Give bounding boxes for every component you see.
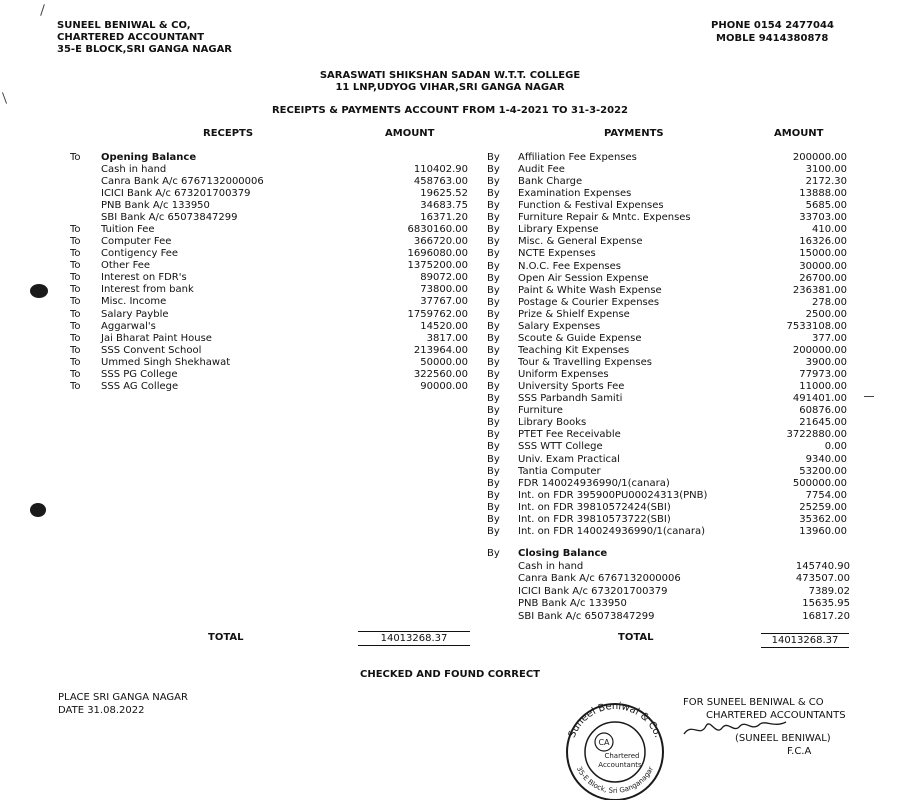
entry-label: Int. on FDR 39810573722(SBI)	[518, 513, 671, 525]
entry-label: Bank Charge	[518, 176, 583, 188]
receipt-row	[70, 296, 468, 308]
entry-prefix: To	[70, 332, 81, 344]
entry-label: Int. on FDR 395900PU00024313(PNB)	[518, 489, 708, 501]
entry-amount: 2172.30	[805, 176, 847, 188]
payment-row	[487, 429, 847, 441]
receipt-row	[70, 345, 468, 357]
signature-name: (SUNEEL BENIWAL)	[735, 733, 831, 744]
entry-label: SSS PG College	[101, 368, 178, 380]
punch-hole-bottom	[30, 503, 46, 517]
entry-amount: 9340.00	[805, 453, 847, 465]
receipt-row	[70, 284, 468, 296]
entry-prefix: By	[487, 548, 500, 559]
entry-label: Library Expense	[518, 224, 599, 236]
payment-row	[487, 502, 847, 514]
entry-label: Function & Festival Expenses	[518, 200, 664, 212]
payment-row	[487, 224, 847, 236]
entry-label: Library Books	[518, 417, 587, 429]
handwritten-signature	[682, 712, 792, 742]
total-amount-right: 14013268.37	[761, 633, 849, 648]
payment-row	[487, 236, 847, 248]
signature-designation: CHARTERED ACCOUNTANTS	[706, 710, 846, 721]
entry-amount: 377.00	[812, 332, 847, 344]
payment-row	[487, 200, 847, 212]
receipt-row	[70, 357, 468, 369]
entry-prefix: By	[487, 405, 500, 417]
total-label-left: TOTAL	[208, 632, 244, 643]
payment-row	[487, 454, 847, 466]
receipt-row	[70, 188, 468, 200]
entry-label: Other Fee	[101, 260, 151, 272]
closing-balance-row	[487, 611, 850, 623]
entry-amount: 11000.00	[799, 381, 847, 393]
entry-amount: 15635.95	[802, 598, 850, 609]
payments-column-header: PAYMENTS	[604, 128, 664, 139]
entry-prefix: By	[487, 525, 500, 537]
signature-qualification: F.C.A	[787, 746, 812, 757]
payment-row	[487, 345, 847, 357]
receipt-row	[70, 164, 468, 176]
entry-amount: 16371.20	[420, 212, 468, 224]
receipt-row	[70, 248, 468, 260]
payment-row	[487, 176, 847, 188]
entry-prefix: By	[487, 296, 500, 308]
receipts-column-header: RECEPTS	[203, 128, 254, 139]
entry-label: Interest on FDR's	[101, 272, 187, 284]
entry-prefix: By	[487, 176, 500, 188]
signature-for-firm: FOR SUNEEL BENIWAL & CO	[683, 697, 824, 708]
payment-row	[487, 309, 847, 321]
entry-prefix: By	[487, 152, 500, 163]
entry-amount: 200000.00	[792, 344, 847, 356]
receipt-row	[70, 236, 468, 248]
entry-prefix: To	[70, 284, 81, 296]
entry-label: Misc. & General Expense	[518, 236, 643, 248]
entry-prefix: By	[487, 477, 500, 489]
entry-prefix: By	[487, 429, 500, 441]
entry-amount: 2500.00	[805, 308, 847, 320]
entry-amount: 35362.00	[799, 513, 847, 525]
entry-label: Examination Expenses	[518, 188, 632, 200]
entry-label: SSS WTT College	[518, 441, 603, 453]
receipt-row	[70, 321, 468, 333]
entry-label: University Sports Fee	[518, 381, 625, 393]
entry-label: PNB Bank A/c 133950	[518, 598, 627, 609]
entry-label: ICICI Bank A/c 673201700379	[101, 188, 251, 200]
entry-label: Opening Balance	[101, 152, 197, 163]
entry-amount: 5685.00	[805, 200, 847, 212]
entry-prefix: To	[70, 356, 81, 368]
entry-label: SSS Parbandh Samiti	[518, 393, 623, 405]
firm-designation: CHARTERED ACCOUNTANT	[57, 32, 205, 43]
firm-seal-stamp	[560, 700, 670, 800]
entry-amount: 110402.90	[413, 164, 468, 176]
entry-amount: 89072.00	[420, 272, 468, 284]
entry-label: Cash in hand	[101, 164, 167, 176]
entry-label: Prize & Shielf Expense	[518, 308, 630, 320]
entry-label: Aggarwal's	[101, 320, 156, 332]
scan-mark-right	[864, 396, 874, 397]
entry-amount: 236381.00	[792, 284, 847, 296]
entry-amount: 0.00	[824, 441, 847, 453]
entry-prefix: To	[70, 344, 81, 356]
entry-label: Affiliation Fee Expenses	[518, 152, 637, 163]
entry-label: Univ. Exam Practical	[518, 453, 620, 465]
entry-label: Jai Bharat Paint House	[101, 332, 212, 344]
entry-amount: 37767.00	[420, 296, 468, 308]
entry-label: Uniform Expenses	[518, 369, 609, 381]
entry-prefix: By	[487, 260, 500, 272]
entry-prefix: To	[70, 260, 81, 272]
receipt-row	[70, 224, 468, 236]
entry-prefix: By	[487, 236, 500, 248]
payment-row	[487, 490, 847, 502]
entry-prefix: By	[487, 489, 500, 501]
receipt-row	[70, 176, 468, 188]
entry-prefix: By	[487, 188, 500, 200]
closing-balance-row	[487, 586, 850, 598]
entry-prefix: By	[487, 393, 500, 405]
entry-amount: 3817.00	[426, 332, 468, 344]
entry-amount: 213964.00	[413, 344, 468, 356]
college-address: 11 LNP,UDYOG VIHAR,SRI GANGA NAGAR	[335, 82, 565, 93]
payment-row	[487, 321, 847, 333]
checked-statement: CHECKED AND FOUND CORRECT	[360, 669, 540, 680]
date-line: DATE 31.08.2022	[58, 705, 145, 716]
entry-label: Cash in hand	[518, 560, 584, 572]
entry-prefix: By	[487, 332, 500, 344]
entry-amount: 34683.75	[420, 200, 468, 212]
payments-amount-header: AMOUNT	[774, 128, 824, 139]
entry-label: Teaching Kit Expenses	[518, 344, 630, 356]
closing-balance-row	[487, 561, 850, 573]
entry-label: Misc. Income	[101, 296, 167, 308]
payment-row	[487, 248, 847, 260]
entry-prefix: By	[487, 369, 500, 381]
payment-row	[487, 152, 847, 164]
entry-label: Postage & Courier Expenses	[518, 296, 660, 308]
entry-prefix: To	[70, 272, 81, 284]
entry-amount: 1759762.00	[407, 308, 468, 320]
entry-label: Paint & White Wash Expense	[518, 284, 662, 296]
entry-prefix: To	[70, 152, 81, 163]
entry-label: Int. on FDR 140024936990/1(canara)	[518, 525, 705, 537]
entry-prefix: By	[487, 357, 500, 369]
closing-balance-row	[487, 598, 850, 610]
payment-row	[487, 188, 847, 200]
firm-address: 35-E BLOCK,SRI GANGA NAGAR	[57, 44, 233, 55]
entry-amount: 15000.00	[799, 248, 847, 260]
entry-amount: 7533108.00	[786, 320, 847, 332]
entry-prefix: To	[70, 308, 81, 320]
entry-prefix: By	[487, 284, 500, 296]
entry-prefix: To	[70, 248, 81, 260]
payment-row	[487, 333, 847, 345]
entry-prefix: To	[70, 296, 81, 308]
svg-text:35-E Block, Sri Ganganagar: 35-E Block, Sri Ganganagar	[574, 765, 656, 795]
entry-label: Canra Bank A/c 6767132000006	[101, 176, 264, 188]
entry-label: Ummed Singh Shekhawat	[101, 356, 231, 368]
entry-label: Scoute & Guide Expense	[518, 332, 642, 344]
entry-label: SSS Convent School	[101, 344, 202, 356]
payment-row	[487, 297, 847, 309]
entry-amount: 278.00	[812, 296, 847, 308]
entry-prefix: By	[487, 212, 500, 224]
entry-amount: 19625.52	[420, 188, 468, 200]
entry-amount: 13960.00	[799, 525, 847, 537]
entry-amount: 473507.00	[795, 573, 850, 584]
receipt-row	[70, 369, 468, 381]
entry-label: SBI Bank A/c 65073847299	[101, 212, 238, 224]
entry-label: ICICI Bank A/c 673201700379	[518, 585, 668, 597]
entry-label: Furniture Repair & Mntc. Expenses	[518, 212, 691, 224]
entry-amount: 26700.00	[799, 272, 847, 284]
scan-mark-topleft	[40, 4, 45, 16]
entry-amount: 60876.00	[799, 405, 847, 417]
payment-row	[487, 441, 847, 453]
entry-amount: 410.00	[812, 224, 847, 236]
payment-row	[487, 369, 847, 381]
payment-row	[487, 514, 847, 526]
entry-amount: 145740.90	[795, 560, 850, 572]
payment-row	[487, 273, 847, 285]
college-name: SARASWATI SHIKSHAN SADAN W.T.T. COLLEGE	[319, 70, 581, 81]
svg-text:Suneel Beniwal & Co.: Suneel Beniwal & Co.	[566, 701, 664, 740]
entry-label: PNB Bank A/c 133950	[101, 200, 210, 212]
entry-prefix: By	[487, 344, 500, 356]
entry-amount: 16817.20	[802, 610, 850, 622]
entry-amount: 7754.00	[805, 489, 847, 501]
entry-amount: 3900.00	[805, 357, 847, 369]
receipt-row	[70, 309, 468, 321]
place-line: PLACE SRI GANGA NAGAR	[58, 692, 188, 703]
entry-amount: 25259.00	[799, 501, 847, 513]
statement-title: RECEIPTS & PAYMENTS ACCOUNT FROM 1-4-2021 TO 31-3-2022	[271, 105, 629, 116]
entry-prefix: By	[487, 308, 500, 320]
entry-label: Furniture	[518, 405, 563, 417]
receipt-row	[70, 381, 468, 393]
entry-amount: 33703.00	[799, 212, 847, 224]
entry-prefix: By	[487, 441, 500, 453]
entry-amount: 21645.00	[799, 417, 847, 429]
total-label-right: TOTAL	[618, 632, 654, 643]
entry-prefix: By	[487, 417, 500, 429]
payment-row	[487, 381, 847, 393]
firm-phone: PHONE 0154 2477044	[711, 20, 834, 31]
entry-label: Salary Expenses	[518, 320, 601, 332]
entry-label: FDR 140024936990/1(canara)	[518, 477, 670, 489]
entry-prefix: To	[70, 380, 81, 392]
entry-amount: 366720.00	[413, 236, 468, 248]
entry-prefix: To	[70, 236, 81, 248]
entry-amount: 3722880.00	[786, 429, 847, 441]
entry-prefix: By	[487, 465, 500, 477]
entry-prefix: By	[487, 453, 500, 465]
entry-amount: 73800.00	[420, 284, 468, 296]
payment-row	[487, 466, 847, 478]
closing-balance-row	[487, 548, 850, 560]
svg-text:Chartered: Chartered	[604, 752, 640, 760]
entry-amount: 500000.00	[792, 477, 847, 489]
payment-row	[487, 405, 847, 417]
entry-prefix: To	[70, 320, 81, 332]
entry-amount: 16326.00	[799, 236, 847, 248]
entry-amount: 30000.00	[799, 260, 847, 272]
entry-amount: 458763.00	[413, 176, 468, 188]
entry-prefix: By	[487, 320, 500, 332]
receipt-row	[70, 152, 468, 164]
entry-label: Canra Bank A/c 6767132000006	[518, 573, 681, 584]
entry-prefix: By	[487, 513, 500, 525]
entry-amount: 6830160.00	[407, 224, 468, 236]
entry-amount: 14520.00	[420, 320, 468, 332]
entry-label: SBI Bank A/c 65073847299	[518, 610, 655, 622]
entry-amount: 491401.00	[792, 393, 847, 405]
entry-amount: 90000.00	[420, 380, 468, 392]
entry-label: N.O.C. Fee Expenses	[518, 260, 621, 272]
entry-amount: 53200.00	[799, 465, 847, 477]
entry-label: Open Air Session Expense	[518, 272, 649, 284]
entry-amount: 77973.00	[799, 369, 847, 381]
entry-amount: 3100.00	[805, 164, 847, 176]
entry-prefix: By	[487, 381, 500, 393]
entry-prefix: By	[487, 501, 500, 513]
total-amount-left: 14013268.37	[358, 631, 470, 646]
entry-prefix: By	[487, 272, 500, 284]
entry-amount: 1375200.00	[407, 260, 468, 272]
payment-row	[487, 478, 847, 490]
firm-mobile: MOBLE 9414380878	[716, 33, 829, 44]
payment-row	[487, 526, 847, 538]
receipt-row	[70, 212, 468, 224]
entry-amount: 50000.00	[420, 356, 468, 368]
svg-text:Accountants: Accountants	[598, 761, 642, 769]
entry-amount: 1696080.00	[407, 248, 468, 260]
entry-amount: 7389.02	[808, 585, 850, 597]
receipt-row	[70, 333, 468, 345]
entry-label: Tour & Travelling Expenses	[518, 357, 652, 369]
receipt-row	[70, 260, 468, 272]
payment-row	[487, 164, 847, 176]
entry-label: NCTE Expenses	[518, 248, 596, 260]
entry-label: SSS AG College	[101, 380, 179, 392]
payment-row	[487, 261, 847, 273]
entry-prefix: To	[70, 368, 81, 380]
receipt-row	[70, 272, 468, 284]
entry-amount: 322560.00	[413, 368, 468, 380]
payment-row	[487, 285, 847, 297]
entry-label: Salary Payble	[101, 308, 169, 320]
payment-row	[487, 393, 847, 405]
payment-row	[487, 212, 847, 224]
payment-row	[487, 417, 847, 429]
entry-label: Interest from bank	[101, 284, 194, 296]
entry-prefix: By	[487, 164, 500, 176]
entry-prefix: By	[487, 248, 500, 260]
receipts-amount-header: AMOUNT	[385, 128, 435, 139]
entry-amount: 200000.00	[792, 152, 847, 163]
entry-amount: 13888.00	[799, 188, 847, 200]
entry-label: Contigency Fee	[101, 248, 179, 260]
entry-label: PTET Fee Receivable	[518, 429, 621, 441]
entry-prefix: By	[487, 200, 500, 212]
entry-prefix: To	[70, 224, 81, 236]
entry-label: Int. on FDR 39810572424(SBI)	[518, 501, 671, 513]
receipt-row	[70, 200, 468, 212]
svg-text:CA: CA	[598, 738, 610, 747]
entry-label: Computer Fee	[101, 236, 172, 248]
entry-prefix: By	[487, 224, 500, 236]
punch-hole-top	[30, 284, 48, 298]
payment-row	[487, 357, 847, 369]
entry-label: Tantia Computer	[518, 465, 601, 477]
entry-label: Audit Fee	[518, 164, 565, 176]
closing-balance-row	[487, 573, 850, 585]
entry-label: Tuition Fee	[101, 224, 155, 236]
firm-name: SUNEEL BENIWAL & CO,	[57, 20, 191, 31]
entry-label: Closing Balance	[518, 548, 608, 559]
